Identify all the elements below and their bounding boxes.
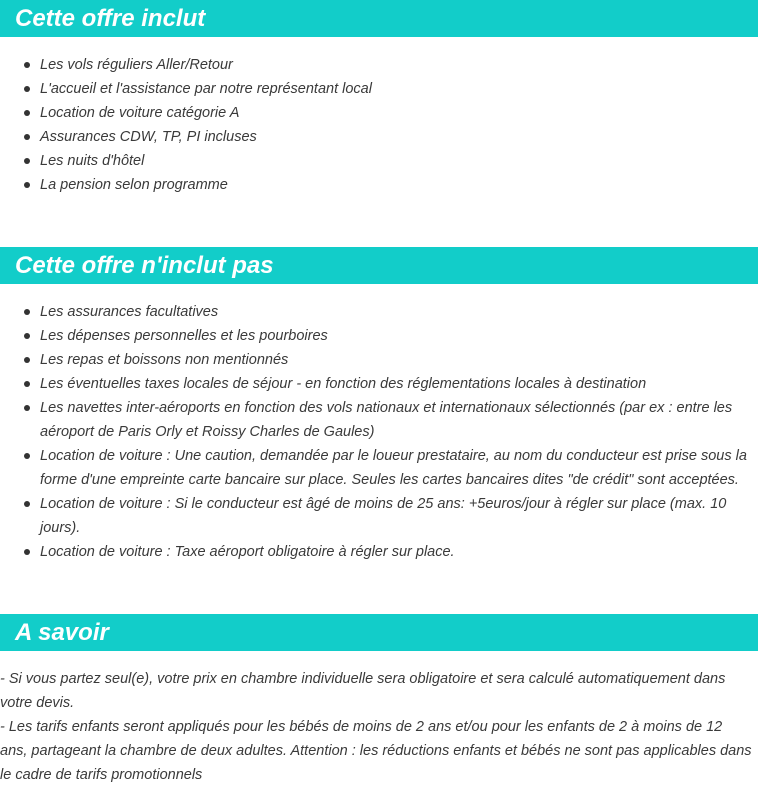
list-item: Les assurances facultatives xyxy=(0,300,758,324)
savoir-paragraph: - Les tarifs enfants seront appliqués pour les bébés de moins de 2 ans et/ou pour les enfants de 2 à moins de 12 ans, partageant la chambre de deux adultes. Attention : les réductions enfants et bébés ne sont pas applicables dans le cadre de tarifs promotionnels xyxy=(0,719,752,783)
list-item: Location de voiture catégorie A xyxy=(0,101,758,125)
includes-list xyxy=(0,53,758,197)
bullet-icon xyxy=(24,158,30,164)
excludes-title: Cette offre n'inclut pas xyxy=(0,247,758,284)
list-item: Location de voiture : Taxe aéroport obligatoire à régler sur place. xyxy=(0,540,758,564)
bullet-icon xyxy=(24,501,30,507)
savoir-section xyxy=(0,614,758,787)
excludes-list xyxy=(0,300,758,564)
includes-title: Cette offre inclut xyxy=(0,0,758,37)
bullet-icon xyxy=(24,182,30,188)
list-item: Location de voiture : Si le conducteur est âgé de moins de 25 ans: +5euros/jour à régler sur place (max. 10 jours). xyxy=(0,492,758,540)
list-item: Les navettes inter-aéroports en fonction des vols nationaux et internationaux sélectionnés (par ex : entre les aéroport de Paris Orly et Roissy Charles de Gaules) xyxy=(0,396,758,444)
bullet-icon xyxy=(24,381,30,387)
list-item: La pension selon programme xyxy=(0,173,758,197)
bullet-icon xyxy=(24,86,30,92)
savoir-body xyxy=(0,667,758,787)
list-item: L'accueil et l'assistance par notre représentant local xyxy=(0,77,758,101)
bullet-icon xyxy=(24,62,30,68)
bullet-icon xyxy=(24,357,30,363)
list-item: Les dépenses personnelles et les pourboires xyxy=(0,324,758,348)
bullet-icon xyxy=(24,549,30,555)
list-item: Les vols réguliers Aller/Retour xyxy=(0,53,758,77)
bullet-icon xyxy=(24,309,30,315)
list-item: Location de voiture : Une caution, demandée par le loueur prestataire, au nom du conducteur est prise sous la forme d'une empreinte carte bancaire sur place. Seules les cartes bancaires dites "de crédit" sont acceptées. xyxy=(0,444,758,492)
bullet-icon xyxy=(24,333,30,339)
savoir-title: A savoir xyxy=(0,614,758,651)
list-item: Les éventuelles taxes locales de séjour - en fonction des réglementations locales à destination xyxy=(0,372,758,396)
bullet-icon xyxy=(24,134,30,140)
list-item: Assurances CDW, TP, PI incluses xyxy=(0,125,758,149)
excludes-section xyxy=(0,247,758,564)
includes-section xyxy=(0,0,758,197)
savoir-paragraph: - Si vous partez seul(e), votre prix en chambre individuelle sera obligatoire et sera calculé automatiquement dans votre devis. xyxy=(0,671,726,711)
list-item: Les repas et boissons non mentionnés xyxy=(0,348,758,372)
bullet-icon xyxy=(24,405,30,411)
bullet-icon xyxy=(24,453,30,459)
bullet-icon xyxy=(24,110,30,116)
list-item: Les nuits d'hôtel xyxy=(0,149,758,173)
